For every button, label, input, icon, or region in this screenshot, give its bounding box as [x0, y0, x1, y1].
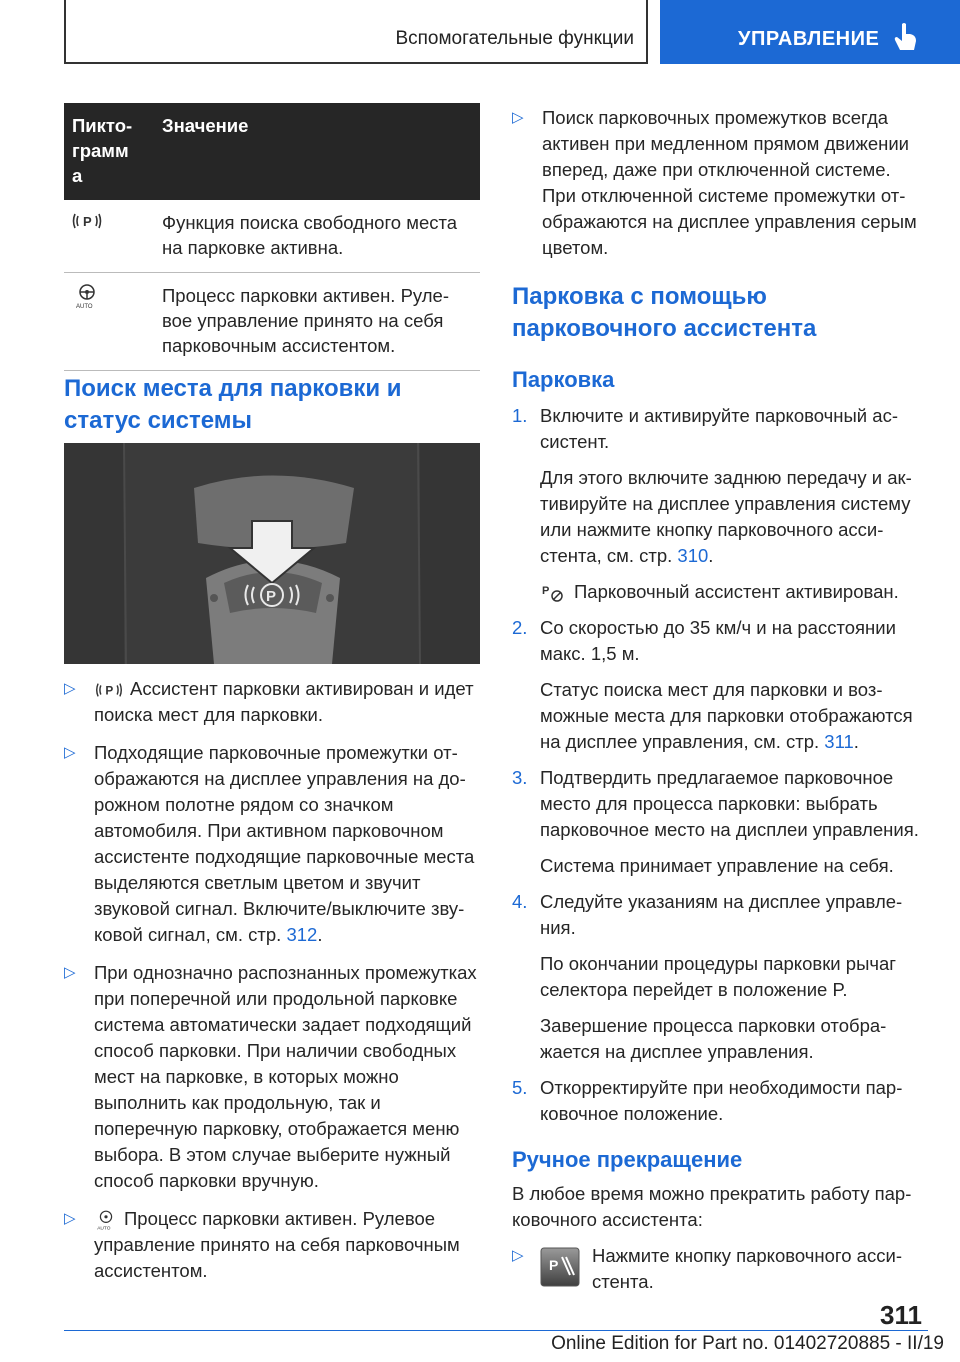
header-section-box	[64, 0, 648, 64]
svg-text:P: P	[542, 585, 550, 598]
parking-assistant-button-icon[interactable]	[540, 1247, 580, 1294]
list-item: ▷ Поиск парковочных промежутков всегда активен при медленном прямом движении вперед, даже при отключенной системе. При отключенной системе промежутки отображаются на дисплее управления серым цветом.	[512, 107, 917, 258]
svg-text:P: P	[266, 588, 277, 605]
subheading-parking: Парковка	[512, 367, 615, 392]
triangle-bullet-icon: ▷	[64, 680, 76, 697]
step-detail: По окончании процедуры парковки рычаг селектора перейдет в положение P.	[540, 953, 897, 1000]
triangle-bullet-icon: ▷	[512, 109, 524, 126]
table-header-meaning: Значение	[154, 103, 480, 200]
subheading-manual-stop: Ручное прекращение	[512, 1147, 743, 1172]
parking-sensor-icon	[94, 680, 124, 700]
left-bullet-list	[64, 676, 480, 1296]
section-heading-parking-assistant: Парковка с помощью парковочного ассистента	[512, 283, 817, 342]
steering-auto-icon	[94, 1209, 118, 1231]
list-item: 2. Со скоростью до 35 км/ч и на расстоянии макс. 1,5 м.	[512, 617, 896, 664]
triangle-bullet-icon: ▷	[64, 744, 76, 761]
step-detail: Для этого включите заднюю передачу и активируйте на дисплее управления систему или нажмите кнопку парковочного ассистента, см. стр. 310.	[540, 467, 912, 566]
svg-text:AUTO: AUTO	[97, 1226, 111, 1232]
table-cell-meaning: Процесс парковки активен. Рулевое управление принято на себя парковочным ассистентом.	[154, 273, 480, 371]
header-section-title: Вспомогательные функции	[395, 28, 634, 49]
header-chapter-title: УПРАВЛЕНИЕ	[738, 28, 880, 50]
list-item: ▷ P Ассистент парковки активирован и идет поиска мест для парковки.	[64, 678, 474, 725]
step-detail: Статус поиска мест для парковки и возможные места для парковки отображаются на дисплее управления, см. стр. 311.	[540, 679, 913, 752]
list-item: 1. Включите и активируйте парковочный ассистент.	[512, 405, 898, 452]
page-link-310[interactable]: 310	[677, 545, 709, 566]
table-row	[64, 273, 480, 371]
table-row	[64, 200, 480, 273]
footer-edition: Online Edition for Part no. 01402720885 - II/19	[551, 1333, 944, 1354]
manual-stop-text: В любое время можно прекратить работу парковочного ассистента:	[512, 1183, 912, 1230]
steering-auto-icon	[72, 283, 102, 309]
list-item: ▷ AUTO Процесс парковки активен. Рулевое управление принято на себя парковочным ассистентом.	[64, 1208, 460, 1281]
hand-pointer-icon	[892, 22, 918, 52]
section-heading-search: Поиск места для парковки и статус системы	[64, 375, 402, 434]
display-screenshot-image	[64, 443, 480, 664]
table-cell-meaning: Функция поиска свободного места на парковке активна.	[154, 200, 480, 273]
svg-text:P: P	[105, 683, 114, 698]
footer-divider	[64, 1330, 928, 1331]
list-item: ▷ При однозначно распознанных промежутках при поперечной или продольной парковке система автоматически задает подходящий способ парковки. При наличии свободных мест на парковке, в которых можно выполнить как продольную, так и поперечную парковку, отображается меню выбора. В этом случае выберите нужный способ парковки вручную.	[64, 962, 477, 1191]
step-detail: Завершение процесса парковки отображается на дисплее управления.	[540, 1015, 887, 1062]
list-item: ▷ Подходящие парковочные промежутки отображаются на дисплее управления на дорожном полотне рядом со значком автомобиля. При активном парковочном ассистенте подходящие парковочные места выделяются светлым цветом и звучит звуковой сигнал. Включите/выключите звуковой сигнал, см. стр. 312.	[64, 742, 475, 945]
step-detail: Система принимает управление на себя.	[540, 855, 894, 876]
page-link-312[interactable]: 312	[286, 924, 318, 945]
list-item: 4. Следуйте указаниям на дисплее управления.	[512, 891, 903, 938]
pictogram-table	[64, 103, 480, 371]
svg-text:P: P	[83, 214, 92, 229]
header-chapter-tab[interactable]	[660, 0, 960, 64]
svg-text:P: P	[549, 1257, 559, 1273]
table-header-pictogram: Пикто- грамм а	[64, 103, 154, 200]
triangle-bullet-icon: ▷	[64, 1210, 76, 1227]
list-item: ▷ P Нажмите кнопку парковочного ассистента.	[512, 1245, 902, 1292]
list-item: 5. Откорректируйте при необходимости парковочное положение.	[512, 1077, 903, 1124]
triangle-bullet-icon: ▷	[64, 964, 76, 981]
svg-text:AUTO: AUTO	[76, 304, 93, 309]
parking-sensor-icon	[72, 210, 102, 232]
right-column	[512, 105, 928, 1307]
list-item: 3. Подтвердить предлагаемое парковочное место для процесса парковки: выбрать парковочное место на дисплеи управления.	[512, 767, 919, 840]
step-detail: P Парковочный ассистент активирован.	[512, 579, 928, 605]
page-link-311[interactable]: 311	[824, 731, 854, 752]
page-number: 311	[880, 1300, 922, 1330]
triangle-bullet-icon: ▷	[512, 1247, 524, 1264]
parking-assistant-icon	[540, 582, 568, 604]
